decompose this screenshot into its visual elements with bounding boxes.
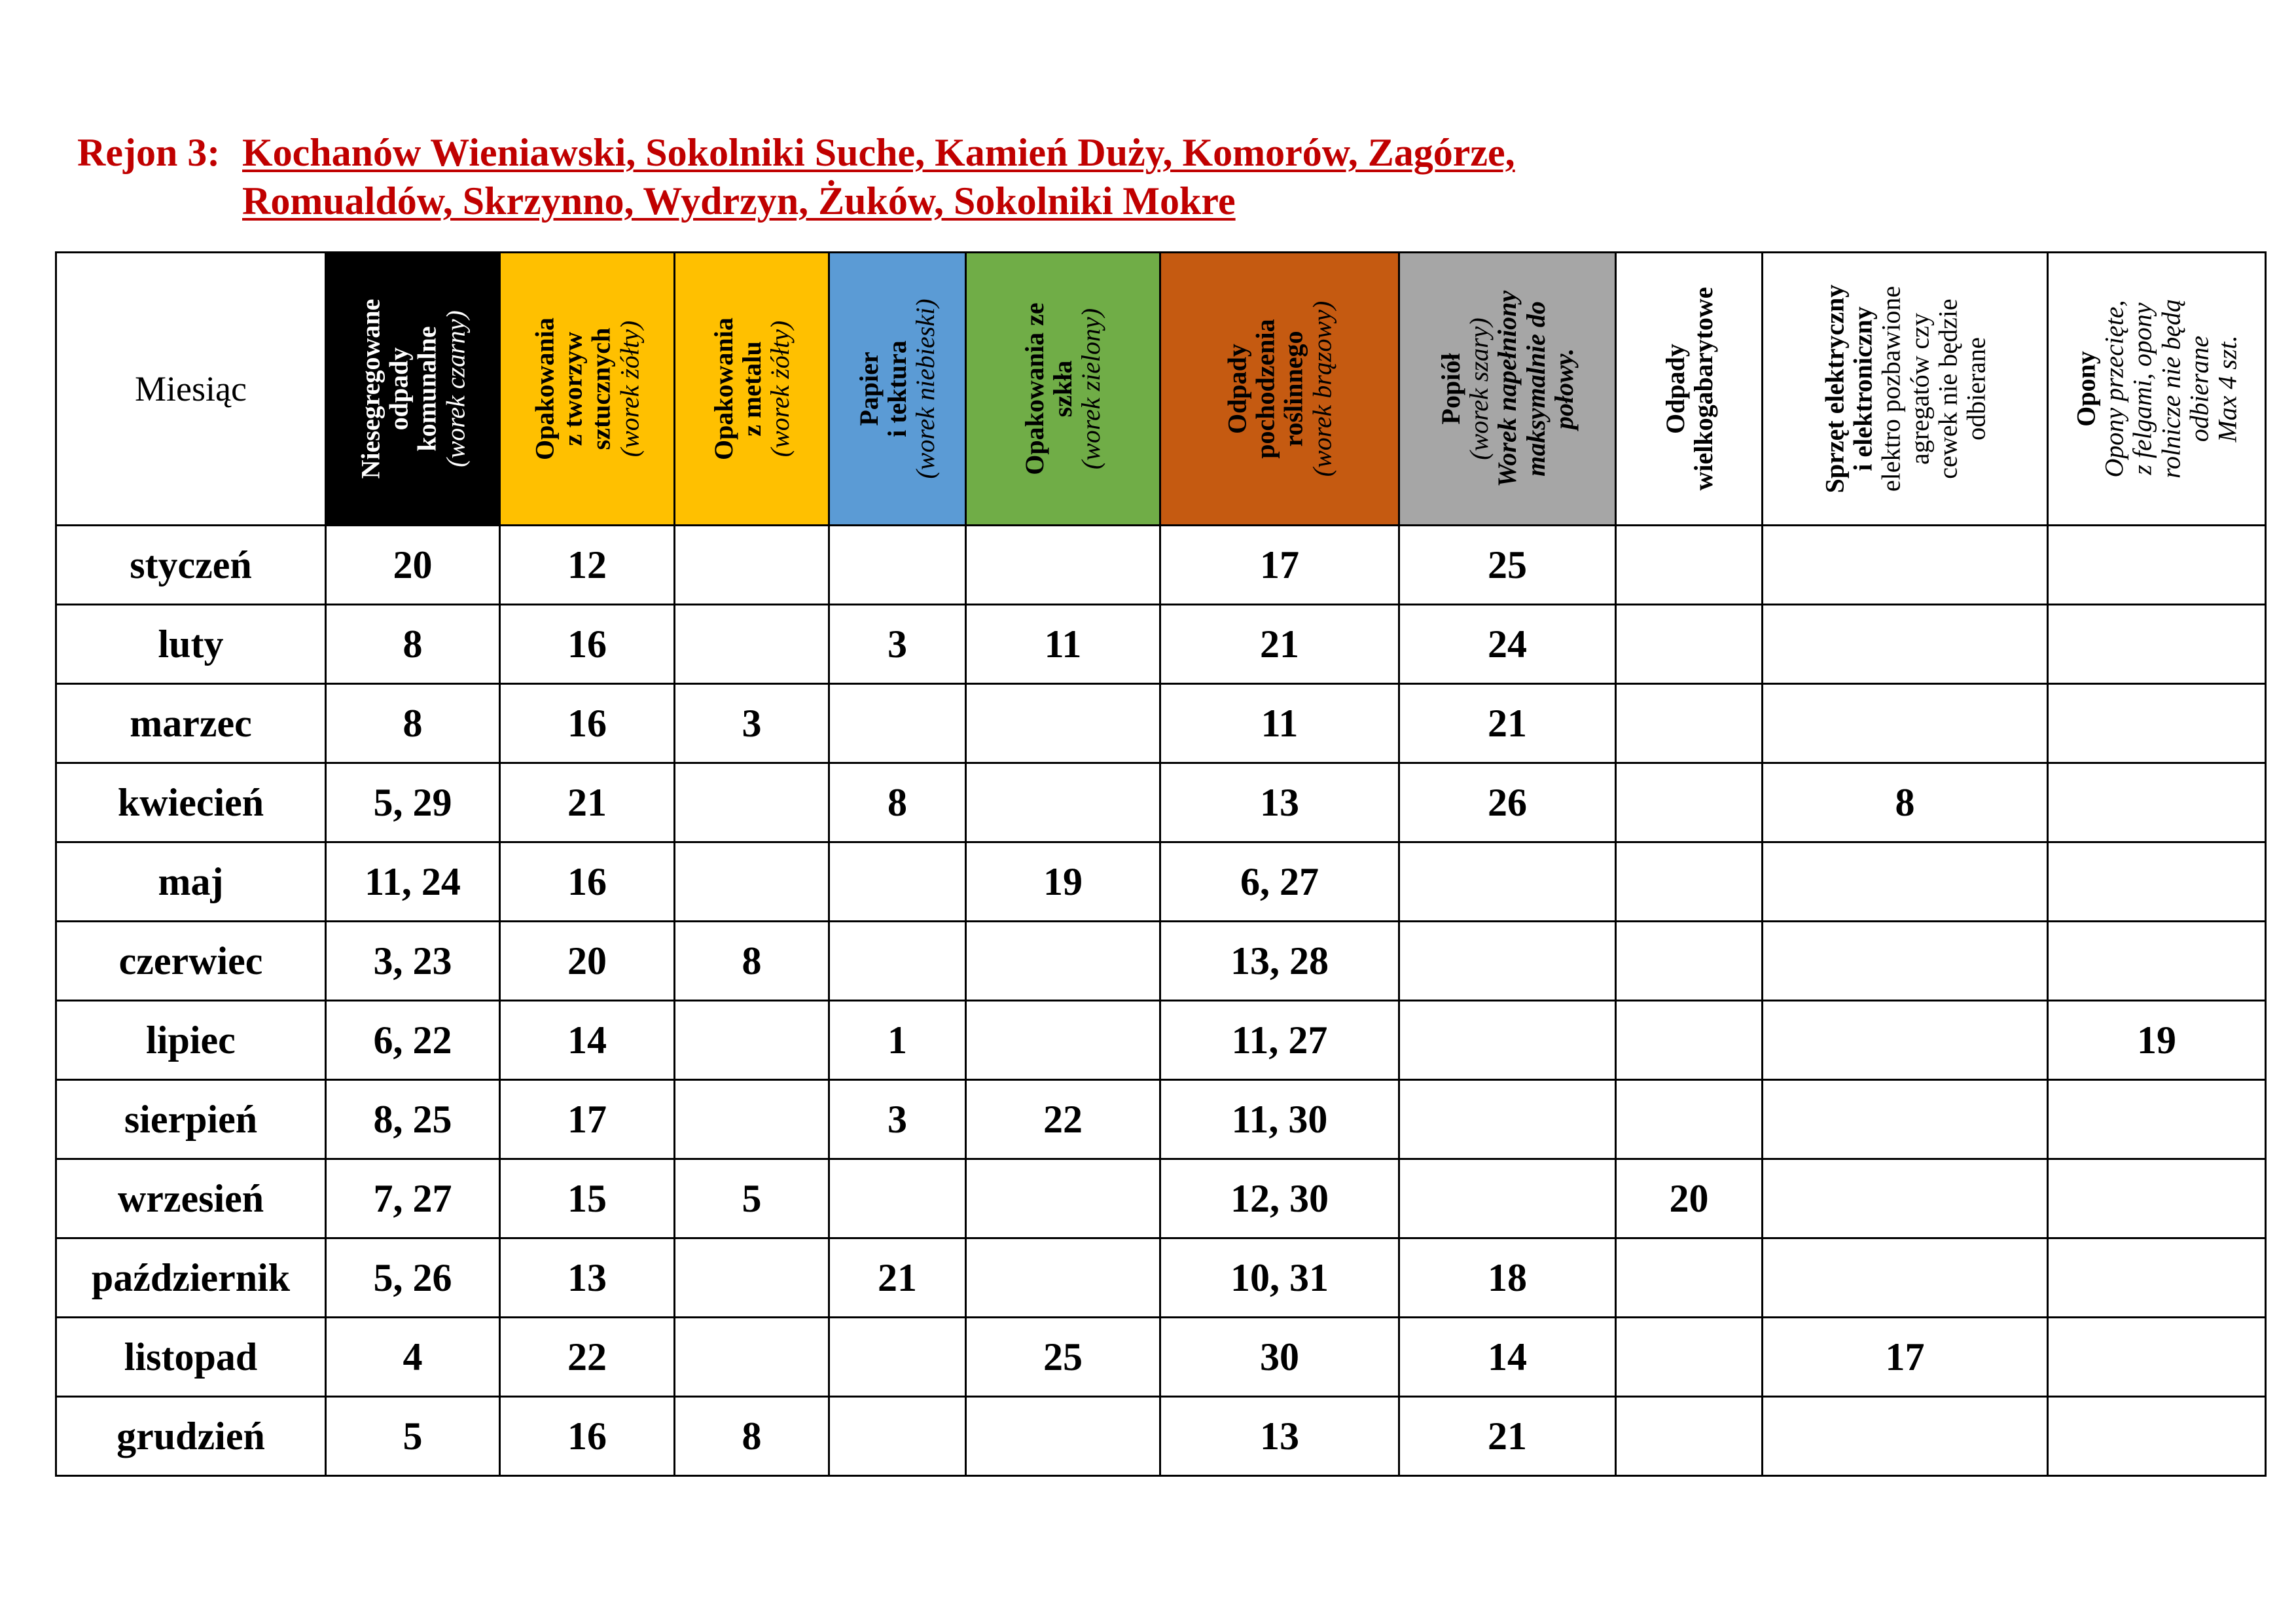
ash-cell: 21: [1399, 684, 1616, 763]
plastic-cell: 16: [500, 1397, 675, 1476]
bio-cell: 17: [1160, 526, 1399, 605]
metal-cell: 8: [675, 1397, 829, 1476]
header-electro: [1763, 253, 2048, 526]
month-cell: czerwiec: [56, 922, 326, 1001]
electro-cell: [1763, 605, 2048, 684]
header-paper: [829, 253, 966, 526]
header-month: Miesiąc: [56, 253, 326, 526]
tires-cell: [2048, 684, 2266, 763]
header-metal-l1: Opakowania: [708, 317, 738, 460]
month-cell: sierpień: [56, 1080, 326, 1159]
header-bio-l1: Odpady: [1222, 344, 1252, 434]
bulky-cell: [1616, 922, 1763, 1001]
header-plastic-l3: sztucznych: [586, 327, 616, 450]
metal-cell: 5: [675, 1159, 829, 1238]
header-electro-l5: cewek nie będzie: [1932, 298, 1962, 479]
header-bulky-l2: wielkogabarytowe: [1688, 287, 1718, 491]
bulky-cell: [1616, 842, 1763, 922]
header-mixed-l2: odpady: [384, 347, 414, 431]
ash-cell: [1399, 922, 1616, 1001]
plastic-cell: 16: [500, 684, 675, 763]
month-cell: grudzień: [56, 1397, 326, 1476]
header-tires-l2: Opony przecięte,: [2099, 300, 2129, 478]
header-electro-l3: elektro pozbawione: [1876, 285, 1906, 492]
tires-cell: [2048, 1080, 2266, 1159]
plastic-cell: 17: [500, 1080, 675, 1159]
month-cell: październik: [56, 1238, 326, 1318]
table-row: [56, 922, 2266, 1001]
electro-cell: [1763, 842, 2048, 922]
bulky-cell: 20: [1616, 1159, 1763, 1238]
metal-cell: [675, 605, 829, 684]
glass-cell: 22: [966, 1080, 1160, 1159]
glass-cell: [966, 1397, 1160, 1476]
mixed-cell: 8: [326, 605, 500, 684]
ash-cell: 25: [1399, 526, 1616, 605]
header-plastic-l2: z tworzyw: [558, 331, 588, 446]
bulky-cell: [1616, 1080, 1763, 1159]
header-electro-l1: Sprzęt elektryczny: [1819, 284, 1849, 494]
bio-cell: 13: [1160, 763, 1399, 842]
header-paper-l3: (worek niebieski): [910, 298, 941, 479]
header-ash-l2: (worek szary): [1464, 317, 1494, 460]
title-line-2: [77, 177, 1515, 225]
plastic-cell: 21: [500, 763, 675, 842]
tires-cell: [2048, 763, 2266, 842]
bio-cell: 10, 31: [1160, 1238, 1399, 1318]
bio-cell: 12, 30: [1160, 1159, 1399, 1238]
mixed-cell: 4: [326, 1318, 500, 1397]
month-cell: marzec: [56, 684, 326, 763]
header-mixed-waste: [326, 253, 500, 526]
header-row: [56, 253, 2266, 526]
paper-cell: 1: [829, 1001, 966, 1080]
month-cell: lipiec: [56, 1001, 326, 1080]
bio-cell: 30: [1160, 1318, 1399, 1397]
electro-cell: [1763, 1080, 2048, 1159]
header-ash: [1399, 253, 1616, 526]
metal-cell: [675, 1080, 829, 1159]
glass-cell: [966, 763, 1160, 842]
header-metal-l2: z metalu: [736, 341, 766, 437]
month-cell: wrzesień: [56, 1159, 326, 1238]
header-tires-l1: Opony: [2071, 351, 2101, 427]
glass-cell: 25: [966, 1318, 1160, 1397]
tires-cell: 19: [2048, 1001, 2266, 1080]
electro-cell: [1763, 922, 2048, 1001]
electro-cell: [1763, 1001, 2048, 1080]
tires-cell: [2048, 842, 2266, 922]
paper-cell: [829, 1397, 966, 1476]
metal-cell: [675, 1001, 829, 1080]
region-label: Rejon 3:: [77, 131, 221, 174]
plastic-cell: 20: [500, 922, 675, 1001]
table-row: [56, 842, 2266, 922]
table-row: [56, 763, 2266, 842]
ash-cell: 18: [1399, 1238, 1616, 1318]
month-cell: maj: [56, 842, 326, 922]
header-tires-l6: Max 4 szt.: [2212, 335, 2242, 442]
electro-cell: 17: [1763, 1318, 2048, 1397]
paper-cell: 3: [829, 605, 966, 684]
header-glass-l3: (worek zielony): [1076, 308, 1106, 470]
header-glass-l1: Opakowania ze: [1020, 302, 1050, 475]
plastic-cell: 13: [500, 1238, 675, 1318]
schedule-table: [55, 251, 2267, 1477]
header-plastic-l1: Opakowania: [529, 317, 560, 460]
table-row: [56, 1397, 2266, 1476]
header-ash-l1: Popiół: [1436, 353, 1466, 425]
header-ash-l3: Worek napełniony: [1492, 290, 1522, 488]
plastic-cell: 16: [500, 605, 675, 684]
bio-cell: 6, 27: [1160, 842, 1399, 922]
tires-cell: [2048, 1238, 2266, 1318]
metal-cell: [675, 763, 829, 842]
header-metal-l3: (worek żółty): [765, 320, 795, 458]
tires-cell: [2048, 1318, 2266, 1397]
bio-cell: 13: [1160, 1397, 1399, 1476]
ash-cell: 24: [1399, 605, 1616, 684]
header-glass: [966, 253, 1160, 526]
header-plastic: [500, 253, 675, 526]
glass-cell: [966, 1159, 1160, 1238]
metal-cell: 3: [675, 684, 829, 763]
region-localities-1: Kochanów Wieniawski, Sokolniki Suche, Kamień Duży, Komorów, Zagórze,: [242, 131, 1515, 174]
table-row: [56, 1238, 2266, 1318]
paper-cell: [829, 526, 966, 605]
paper-cell: 21: [829, 1238, 966, 1318]
table-row: [56, 526, 2266, 605]
bio-cell: 11, 27: [1160, 1001, 1399, 1080]
tires-cell: [2048, 922, 2266, 1001]
mixed-cell: 7, 27: [326, 1159, 500, 1238]
electro-cell: 8: [1763, 763, 2048, 842]
table-row: [56, 605, 2266, 684]
plastic-cell: 14: [500, 1001, 675, 1080]
paper-cell: [829, 842, 966, 922]
bio-cell: 11: [1160, 684, 1399, 763]
bio-cell: 21: [1160, 605, 1399, 684]
bulky-cell: [1616, 1001, 1763, 1080]
table-row: [56, 1318, 2266, 1397]
table-row: [56, 684, 2266, 763]
paper-cell: 8: [829, 763, 966, 842]
glass-cell: 11: [966, 605, 1160, 684]
bulky-cell: [1616, 1318, 1763, 1397]
header-tires-l3: z felgami, opony: [2127, 302, 2157, 475]
electro-cell: [1763, 684, 2048, 763]
header-mixed-l4: (worek czarny): [440, 310, 470, 467]
mixed-cell: 11, 24: [326, 842, 500, 922]
header-bulky-l1: Odpady: [1660, 344, 1690, 434]
ash-cell: 21: [1399, 1397, 1616, 1476]
metal-cell: [675, 526, 829, 605]
header-metal: [675, 253, 829, 526]
paper-cell: [829, 922, 966, 1001]
paper-cell: 3: [829, 1080, 966, 1159]
month-cell: styczeń: [56, 526, 326, 605]
header-paper-l2: i tektura: [882, 340, 912, 437]
paper-cell: [829, 684, 966, 763]
bulky-cell: [1616, 605, 1763, 684]
header-bio-l3: roślinnego: [1279, 331, 1308, 447]
month-cell: luty: [56, 605, 326, 684]
region-localities-2: Romualdów, Skrzynno, Wydrzyn, Żuków, Sokolniki Mokre: [242, 179, 1236, 223]
paper-cell: [829, 1318, 966, 1397]
mixed-cell: 8, 25: [326, 1080, 500, 1159]
header-electro-l6: odbierane: [1960, 337, 1990, 441]
header-tires-l4: rolnicze nie będą: [2156, 299, 2185, 479]
table-row: [56, 1159, 2266, 1238]
header-electro-l4: agregatów czy: [1904, 312, 1934, 465]
title-line-1: [77, 128, 1515, 177]
bulky-cell: [1616, 1238, 1763, 1318]
header-tires-l5: odbierane: [2184, 335, 2214, 442]
table-row: [56, 1080, 2266, 1159]
glass-cell: 19: [966, 842, 1160, 922]
ash-cell: [1399, 842, 1616, 922]
header-bio-l4: (worek brązowy): [1307, 300, 1337, 477]
header-plastic-l4: (worek żółty): [615, 320, 645, 458]
tires-cell: [2048, 526, 2266, 605]
plastic-cell: 16: [500, 842, 675, 922]
header-mixed-l1: Niesegregowane: [355, 298, 386, 479]
ash-cell: 14: [1399, 1318, 1616, 1397]
month-cell: listopad: [56, 1318, 326, 1397]
plastic-cell: 15: [500, 1159, 675, 1238]
glass-cell: [966, 1238, 1160, 1318]
tires-cell: [2048, 605, 2266, 684]
glass-cell: [966, 526, 1160, 605]
header-glass-l2: szkła: [1048, 360, 1078, 418]
tires-cell: [2048, 1397, 2266, 1476]
bio-cell: 13, 28: [1160, 922, 1399, 1001]
metal-cell: [675, 842, 829, 922]
metal-cell: [675, 1238, 829, 1318]
header-bio: [1160, 253, 1399, 526]
glass-cell: [966, 684, 1160, 763]
electro-cell: [1763, 1238, 2048, 1318]
glass-cell: [966, 1001, 1160, 1080]
mixed-cell: 5, 26: [326, 1238, 500, 1318]
header-ash-l4: maksymalnie do: [1520, 301, 1551, 477]
bulky-cell: [1616, 763, 1763, 842]
header-paper-l1: Papier: [854, 352, 884, 426]
table-row: [56, 1001, 2266, 1080]
ash-cell: [1399, 1159, 1616, 1238]
metal-cell: 8: [675, 922, 829, 1001]
plastic-cell: 12: [500, 526, 675, 605]
header-bio-l2: pochodzenia: [1250, 319, 1280, 459]
mixed-cell: 5: [326, 1397, 500, 1476]
bulky-cell: [1616, 684, 1763, 763]
header-ash-l5: połowy.: [1549, 348, 1579, 430]
electro-cell: [1763, 526, 2048, 605]
tires-cell: [2048, 1159, 2266, 1238]
month-cell: kwiecień: [56, 763, 326, 842]
mixed-cell: 5, 29: [326, 763, 500, 842]
ash-cell: 26: [1399, 763, 1616, 842]
electro-cell: [1763, 1159, 2048, 1238]
mixed-cell: 20: [326, 526, 500, 605]
header-electro-l2: i elektroniczny: [1848, 306, 1878, 471]
mixed-cell: 3, 23: [326, 922, 500, 1001]
bio-cell: 11, 30: [1160, 1080, 1399, 1159]
bulky-cell: [1616, 1397, 1763, 1476]
header-bulky: [1616, 253, 1763, 526]
page-title: [77, 128, 1515, 225]
ash-cell: [1399, 1001, 1616, 1080]
paper-cell: [829, 1159, 966, 1238]
mixed-cell: 6, 22: [326, 1001, 500, 1080]
plastic-cell: 22: [500, 1318, 675, 1397]
electro-cell: [1763, 1397, 2048, 1476]
bulky-cell: [1616, 526, 1763, 605]
header-mixed-l3: komunalne: [412, 326, 442, 452]
metal-cell: [675, 1318, 829, 1397]
ash-cell: [1399, 1080, 1616, 1159]
mixed-cell: 8: [326, 684, 500, 763]
header-tires: [2048, 253, 2266, 526]
glass-cell: [966, 922, 1160, 1001]
